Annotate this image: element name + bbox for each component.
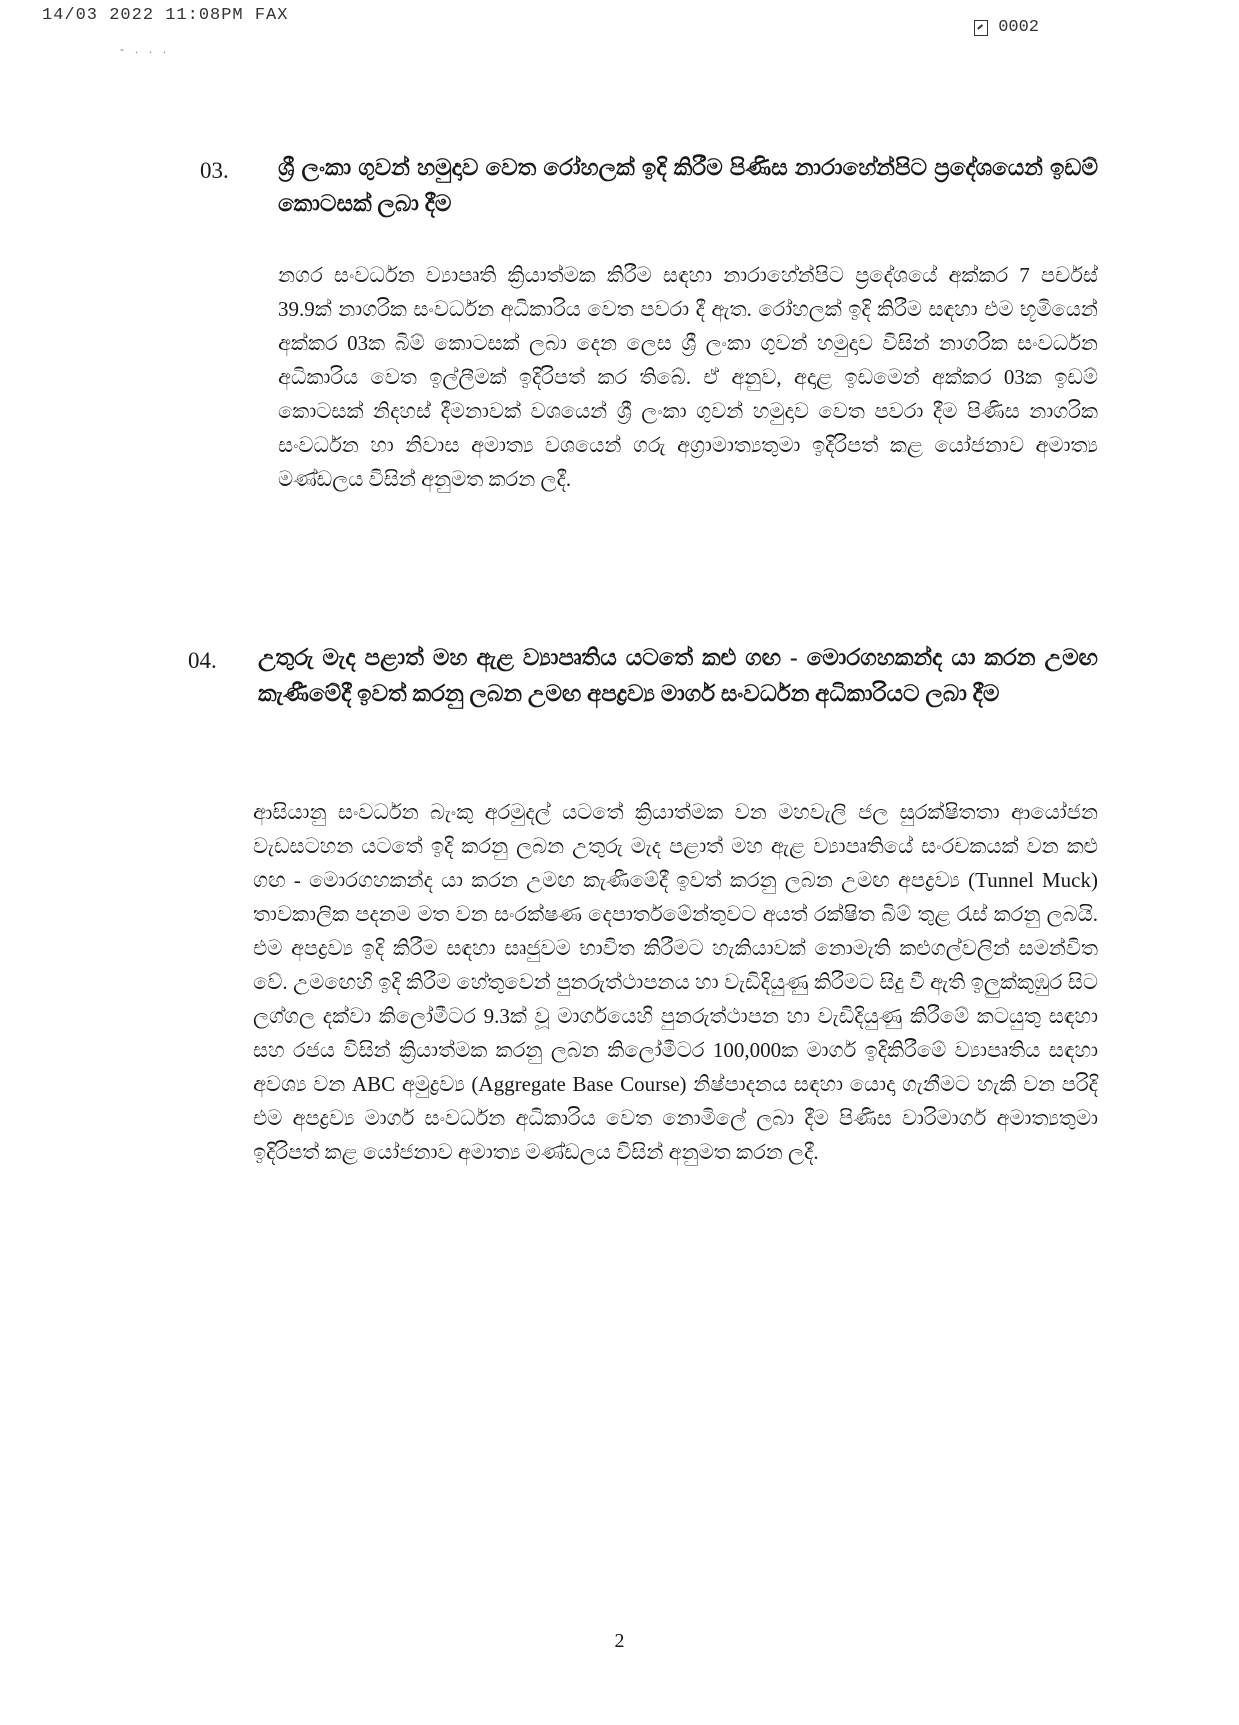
section-body: ආසියානු සංවර්ධන බැංකු අරමුදල් යටතේ ක්‍රියාත්මක වන මහවැලි ජල සුරක්ෂිතතා ආයෝජන වැඩසටහන යටතේ ඉදි කරනු ලබන උතුරු මැද පළාත් මහ ඇළ ව්‍යාපෘතියේ සංරචකයක් වන කළු ගඟ - මොරගහකන්ද යා කරන උමඟ කැණීමේදී ඉවත් කරනු ලබන උමඟ අපද්‍රව්‍ය (Tunnel Muck) තාවකාලික පදනම මත වන සංරක්ෂණ දෙපාර්තමේන්තුවට අයත් රක්ෂිත බිම් තුළ රැස් කරනු ලබයි. එම අපද්‍රව්‍ය ඉදි කිරීම සඳහා සෘජුවම භාවිත කිරීමට හැකියාවක් නොමැති කළුගල්වලින් සමන්විත වේ. උමඟෙහි ඉදි කිරීම හේතුවෙන් පුනරුත්ථාපනය හා වැඩිදියුණු කිරීමට සිදු වී ඇති ඉලුක්කුඹුර සිට ලග්ගල දක්වා කිලෝමීටර 9.3ක් වූ මාර්ගයෙහි පුනරුත්ථාපන හා වැඩිදියුණු කිරීමේ කටයුතු සඳහා සහ රජය විසින් ක්‍රියාත්මක කරනු ලබන කිලෝමීටර 100,000ක මාර්ග ඉදිකිරීමේ ව්‍යාපෘතිය සඳහා අවශ්‍ය වන ABC අමුද්‍රව්‍ය (Aggregate Base Course) නිෂ්පාදනය සඳහා යොදා ගැනීමට හැකි වන පරිදි එම අපද්‍රව්‍ය මාර්ග සංවර්ධන අධිකාරිය වෙත නොමිලේ ලබා දීම පිණිස වාරිමාර්ග අමාත්‍යතුමා ඉදිරිපත් කළ යෝජනාව අමාත්‍ය මණ්ඩලය විසින් අනුමත කරන ලදී.	[253, 800, 1098, 1164]
scan-marks: - . . .	[120, 42, 170, 56]
fax-checkbox-icon	[974, 20, 988, 36]
section-heading: උතුරු මැද පළාත් මහ ඇළ ව්‍යාපෘතිය යටතේ කළු ගඟ - මොරගහකන්ද යා කරන උමඟ කැණීමේදී ඉවත් කරනු ලබන උමඟ අපද්‍රව්‍ය මාර්ග සංවර්ධන අධිකාරියට ලබා දීම	[258, 645, 1098, 706]
fax-page-code	[974, 18, 1039, 37]
fax-page-number: 0002	[998, 18, 1039, 37]
section-heading: ශ්‍රී ලංකා ගුවන් හමුදාව වෙත රෝහලක් ඉදි කිරීම පිණිස නාරාහේන්පිට ප්‍රදේශයෙන් ඉඩම් කොටසක් ලබා දීම	[278, 155, 1098, 216]
fax-header: 14/03 2022 11:08PM FAX	[42, 6, 289, 25]
section-body: නගර සංවර්ධන ව්‍යාපෘති ක්‍රියාත්මක කිරීම සඳහා නාරාහේන්පිට ප්‍රදේශයේ අක්කර 7 පර්චස් 39.9ක් නාගරික සංවර්ධන අධිකාරිය වෙත පවරා දී ඇත. රෝහලක් ඉදි කිරීම සඳහා එම භූමියෙන් අක්කර 03ක බිම් කොටසක් ලබා දෙන ලෙස ශ්‍රී ලංකා ගුවන් හමුදාව විසින් නාගරික සංවර්ධන අධිකාරිය වෙත ඉල්ලීමක් ඉදිරිපත් කර තිබේ. ඒ අනුව, අදාළ ඉඩමෙන් අක්කර 03ක ඉඩම් කොටසක් නිදහස් දීමනාවක් වශයෙන් ශ්‍රී ලංකා ගුවන් හමුදාව වෙත පවරා දීම පිණිස නාගරික සංවර්ධන හා නිවාස අමාත්‍ය වශයෙන් ගරු අග්‍රාමාත්‍යතුමා ඉදිරිපත් කළ යෝජනාව අමාත්‍ය මණ්ඩලය විසින් අනුමත කරන ලදී.	[278, 263, 1098, 491]
section-number: 04.	[188, 648, 217, 673]
page-number: 2	[614, 1630, 625, 1652]
section-number: 03.	[200, 158, 229, 183]
